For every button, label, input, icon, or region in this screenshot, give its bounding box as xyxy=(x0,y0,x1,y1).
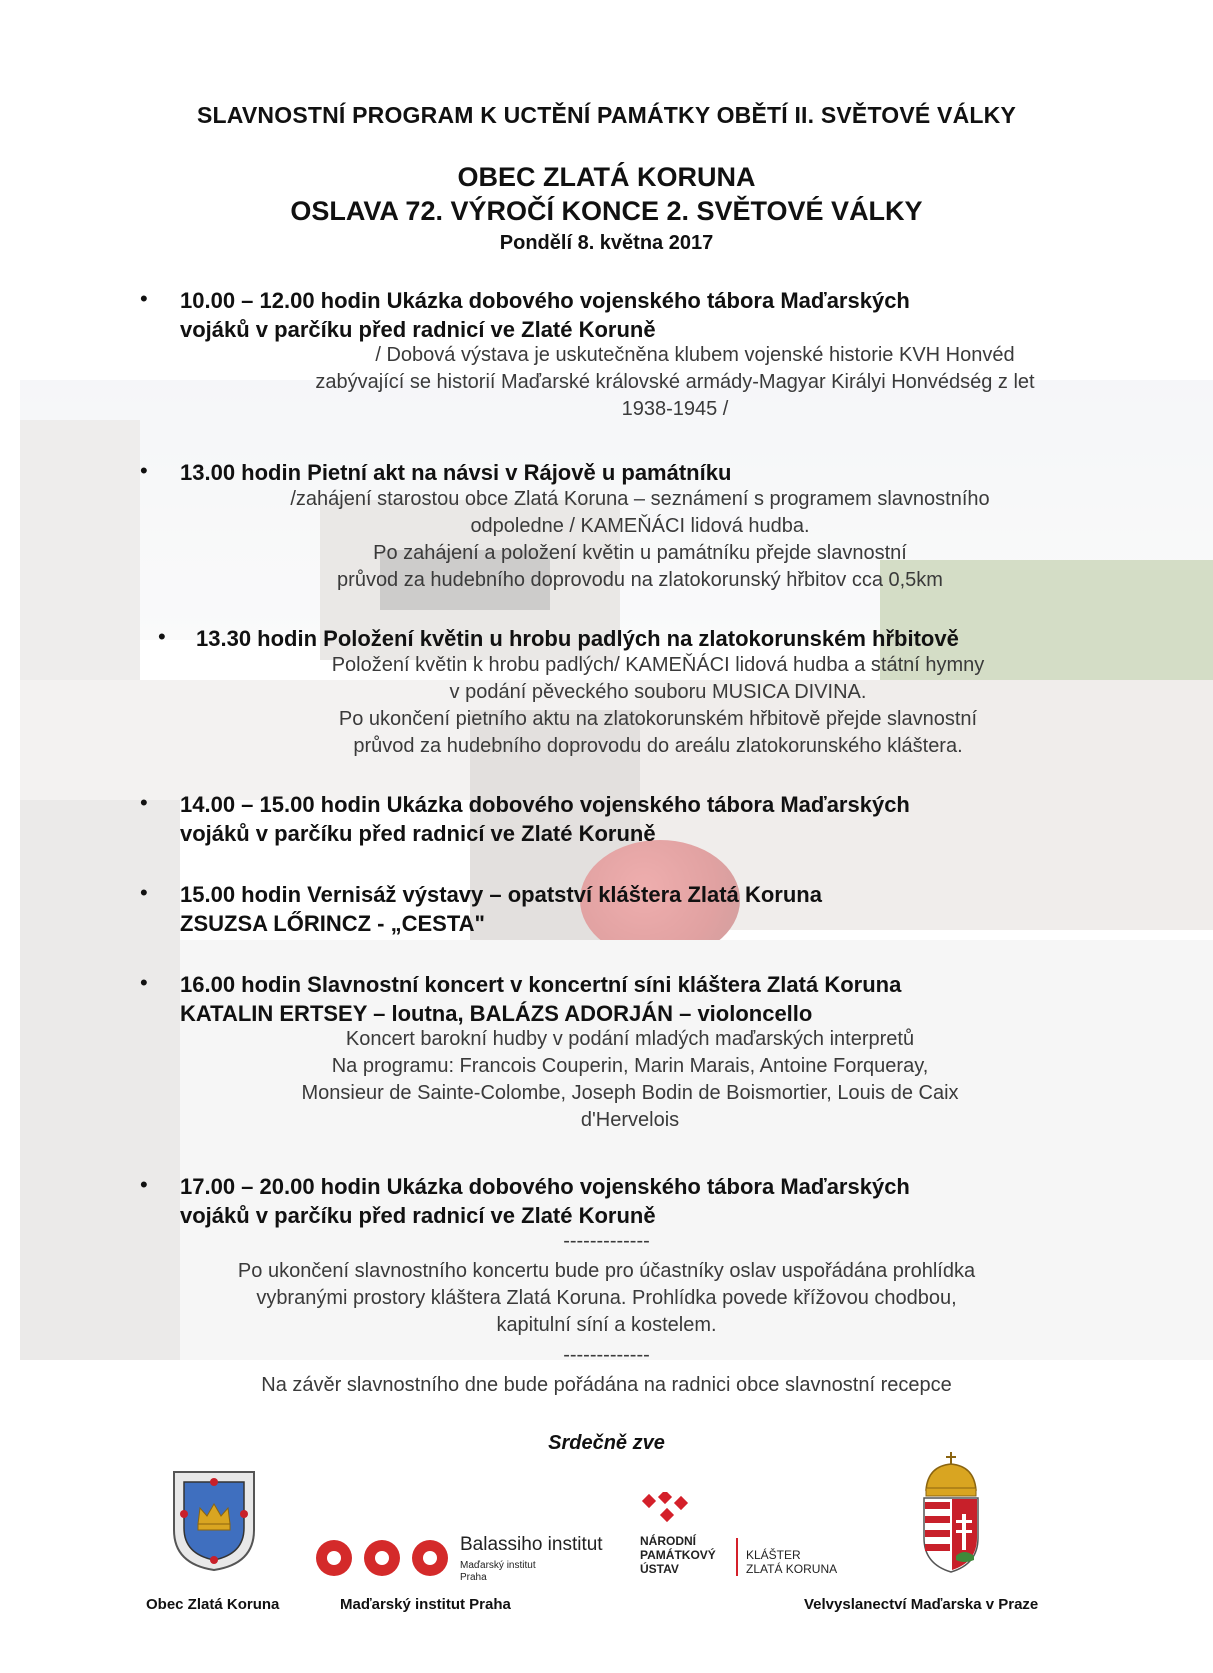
bullet: • xyxy=(140,970,148,995)
bullet: • xyxy=(140,1172,148,1197)
item-desc-line: / Dobová výstava je uskutečněna klubem vojenské historie KVH Honvéd xyxy=(375,344,1015,366)
item-desc-line: Koncert barokní hudby v podání mladých maďarských interpretů xyxy=(345,1028,915,1050)
logo-divider xyxy=(736,1538,738,1576)
npu-line2: PAMÁTKOVÝ xyxy=(640,1548,716,1562)
bullet: • xyxy=(140,880,148,905)
item-desc-line: průvod za hudebního doprovodu do areálu zlatokorunského kláštera. xyxy=(353,735,963,757)
separator: ------------- xyxy=(563,1344,650,1366)
item-title-line: 14.00 – 15.00 hodin Ukázka dobového vojenského tábora Maďarských xyxy=(180,792,910,817)
bullet: • xyxy=(140,458,148,483)
item-title-line: 15.00 hodin Vernisáž výstavy – opatství kláštera Zlatá Koruna xyxy=(180,882,822,907)
item-title-line: KATALIN ERTSEY – loutna, BALÁZS ADORJÁN – violoncello xyxy=(180,1001,813,1026)
program-title: SLAVNOSTNÍ PROGRAM K UCTĚNÍ PAMÁTKY OBĚTÍ II. SVĚTOVÉ VÁLKY xyxy=(196,102,1016,128)
npu-line3: ÚSTAV xyxy=(640,1562,679,1576)
oslava-title: OSLAVA 72. VÝROČÍ KONCE 2. SVĚTOVÉ VÁLKY xyxy=(290,196,923,226)
item-desc-line: /zahájení starostou obce Zlatá Koruna – seznámení s programem slavnostního xyxy=(290,488,990,510)
balassi-sub1: Maďarský institut xyxy=(460,1560,536,1571)
item-title-line: vojáků v parčíku před radnicí ve Zlaté Koruně xyxy=(180,317,656,342)
reception-text: Na závěr slavnostního dne bude pořádána na radnici obce slavnostní recepce xyxy=(261,1374,952,1396)
item-desc-line: Položení květin k hrobu padlých/ KAMEŇÁCI lidová hudba a státní hymny xyxy=(331,654,985,676)
item-title-line: 10.00 – 12.00 hodin Ukázka dobového vojenského tábora Maďarských xyxy=(180,288,910,313)
event-date: Pondělí 8. května 2017 xyxy=(499,232,714,254)
invite-text: Srdečně zve xyxy=(548,1432,665,1454)
closing-line: vybranými prostory kláštera Zlatá Koruna. Prohlídka povede křížovou chodbou, xyxy=(256,1287,957,1309)
item-title-line: 16.00 hodin Slavnostní koncert v koncertní síni kláštera Zlatá Koruna xyxy=(180,972,902,997)
item-desc-line: Po ukončení pietního aktu na zlatokorunském hřbitově přejde slavnostní xyxy=(338,708,978,730)
balassi-name: Balassiho institut xyxy=(460,1534,603,1555)
item-title-line: 17.00 – 20.00 hodin Ukázka dobového vojenského tábora Maďarských xyxy=(180,1174,910,1199)
klaster-line1: KLÁŠTER xyxy=(746,1548,801,1562)
item-desc-line: průvod za hudebního doprovodu na zlatokorunský hřbitov cca 0,5km xyxy=(337,569,943,591)
item-title-line: ZSUZSA LŐRINCZ - „CESTA" xyxy=(180,911,485,936)
obec-caption: Obec Zlatá Koruna xyxy=(146,1596,280,1613)
item-title-line: vojáků v parčíku před radnicí ve Zlaté Koruně xyxy=(180,821,656,846)
separator: ------------- xyxy=(563,1230,650,1252)
npu-line1: NÁRODNÍ xyxy=(640,1534,696,1548)
hungary-coat-of-arms-logo xyxy=(918,1452,984,1576)
balassi-sub2: Praha xyxy=(460,1572,487,1583)
item-desc-line: v podání pěveckého souboru MUSICA DIVINA. xyxy=(449,681,867,703)
item-desc-line: d'Hervelois xyxy=(580,1109,680,1131)
closing-line: Po ukončení slavnostního koncertu bude pro účastníky oslav uspořádána prohlídka xyxy=(237,1260,976,1282)
item-desc-line: odpoledne / KAMEŇÁCI lidová hudba. xyxy=(470,515,810,537)
item-desc-line: zabývající se historií Maďarské královské armády-Magyar Királyi Honvédség z let xyxy=(315,371,1035,393)
closing-line: kapitulní síní a kostelem. xyxy=(496,1314,717,1336)
item-desc-line: Po zahájení a položení květin u památníku přejde slavnostní xyxy=(373,542,907,564)
klaster-line2: ZLATÁ KORUNA xyxy=(746,1562,838,1576)
item-title-line: 13.00 hodin Pietní akt na návsi v Rájově u památníku xyxy=(180,460,732,485)
balassi-institut-logo xyxy=(312,1534,612,1594)
item-desc-line: Na programu: Francois Couperin, Marin Marais, Antoine Forqueray, xyxy=(331,1055,929,1077)
item-title-line: vojáků v parčíku před radnicí ve Zlaté Koruně xyxy=(180,1203,656,1228)
obec-title: OBEC ZLATÁ KORUNA xyxy=(457,162,756,192)
obec-coat-of-arms-logo xyxy=(170,1468,258,1572)
npu-klaster-logo xyxy=(640,1492,860,1580)
bullet: • xyxy=(140,286,148,311)
institut-caption: Maďarský institut Praha xyxy=(340,1596,511,1613)
velvyslanectvi-caption: Velvyslanectví Maďarska v Praze xyxy=(804,1596,1039,1613)
item-title-line: 13.30 hodin Položení květin u hrobu padlých na zlatokorunském hřbitově xyxy=(196,626,959,651)
bullet: • xyxy=(158,624,166,649)
bullet: • xyxy=(140,790,148,815)
item-desc-line: 1938-1945 / xyxy=(621,398,729,420)
item-desc-line: Monsieur de Sainte-Colombe, Joseph Bodin de Boismortier, Louis de Caix xyxy=(301,1082,959,1104)
closing-text xyxy=(0,1258,1213,1339)
